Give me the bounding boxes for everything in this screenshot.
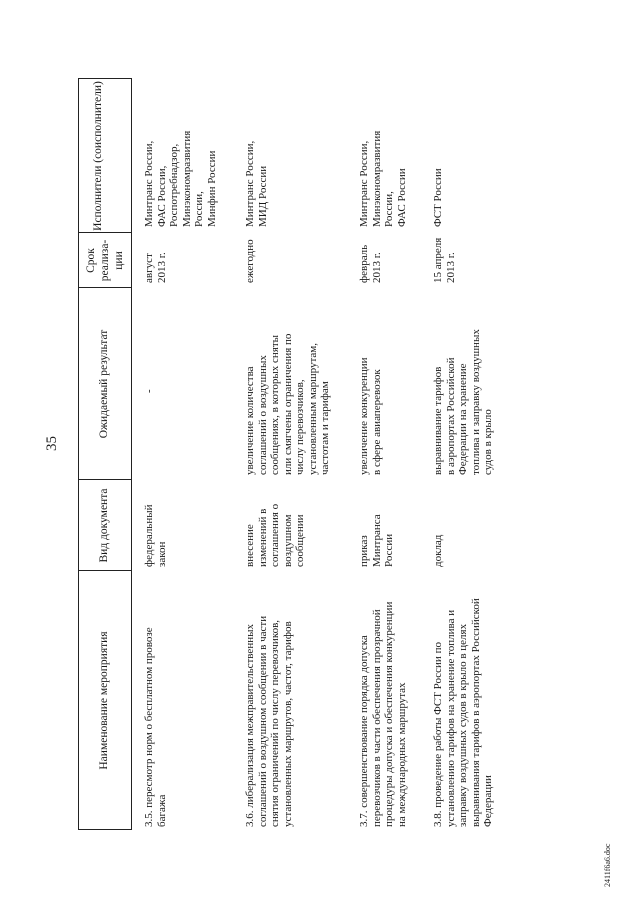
row-result xyxy=(143,389,156,393)
text-line: ФАС России xyxy=(395,168,408,227)
text-line: ФСТ России xyxy=(432,168,444,227)
text-line: судов в крыло xyxy=(482,409,494,475)
text-line: в аэропортах Российской xyxy=(444,357,457,475)
text-line: 15 апреля xyxy=(432,237,444,283)
header-result: Ожидаемый результат xyxy=(98,329,110,439)
row-result xyxy=(244,334,332,475)
text-line: выравнивание тарифов xyxy=(432,366,444,475)
text-line: частотам и тарифам xyxy=(319,381,331,475)
text-line: числу перевозчиков, xyxy=(294,379,306,475)
text-line: Федерации xyxy=(482,775,494,827)
text-line: процедуры допуска и обеспечения конкуренции xyxy=(383,601,395,827)
text-line: Минэкономразвития xyxy=(370,130,383,227)
row-doc-type xyxy=(358,514,396,567)
text-line: - xyxy=(143,389,155,393)
text-line: России xyxy=(383,533,395,567)
text-line: Минтранса xyxy=(370,514,383,567)
text-line: август xyxy=(143,253,155,283)
table-top-border xyxy=(78,78,79,830)
row-executors xyxy=(143,131,218,227)
header-doc-type: Вид документа xyxy=(98,488,110,563)
text-line: России, xyxy=(383,191,395,227)
row-executors xyxy=(358,131,408,227)
row-result xyxy=(358,358,383,476)
header-deadline-line: ции xyxy=(113,251,125,270)
row-executors xyxy=(432,168,445,227)
text-line: Минфин России xyxy=(205,150,218,227)
page-number: 35 xyxy=(44,436,60,451)
row-doc-type xyxy=(143,505,168,568)
text-line: снятия ограничений по числу перевозчиков, xyxy=(269,619,281,827)
text-line: соглашения о xyxy=(269,503,281,567)
text-line: или смягчены ограничения по xyxy=(281,333,294,475)
text-line: на международных маршрутах xyxy=(395,682,408,827)
row-name xyxy=(358,602,408,827)
text-line: ФАС России, xyxy=(155,165,168,227)
text-line: Минтранс России, xyxy=(358,140,370,227)
text-line: закон xyxy=(155,541,168,567)
text-line: Федерации на хранение xyxy=(457,363,469,475)
text-line: МИД России xyxy=(256,165,269,227)
header-executors-line: Исполнители xyxy=(92,165,104,231)
header-deadline-line: реализа- xyxy=(99,239,111,282)
text-line: сообщениях, в которых сняты xyxy=(269,334,281,475)
text-line: в сфере авиаперевозок xyxy=(370,369,383,475)
row-name xyxy=(244,616,294,827)
row-deadline xyxy=(358,245,383,283)
row-executors xyxy=(244,141,269,227)
text-line: воздушном xyxy=(281,514,294,567)
row-deadline xyxy=(432,238,457,283)
header-executors xyxy=(91,79,105,233)
text-line: установленных маршрутов, частот, тарифов xyxy=(281,621,294,827)
row-name xyxy=(143,627,168,827)
text-line: установленным маршрутам, xyxy=(306,342,319,475)
text-line: топлива и заправку воздушных xyxy=(469,329,482,475)
text-line: 3.7. совершенствование порядка допуска xyxy=(358,635,370,827)
text-line: 2013 г. xyxy=(370,252,383,283)
text-line: 3.8. проведение работы ФСТ России по xyxy=(432,642,444,827)
header-deadline xyxy=(84,233,126,288)
text-line: федеральный xyxy=(143,504,155,567)
text-line: заправку воздушных судов в крыло в целях xyxy=(457,623,469,827)
row-result xyxy=(432,329,495,475)
row-doc-type xyxy=(244,504,307,567)
text-line: Минтранс России, xyxy=(244,140,256,227)
text-line: 3.5. пересмотр норм о бесплатном провозе xyxy=(143,627,155,827)
text-line: Минэкономразвития xyxy=(180,130,193,227)
text-line: соглашений о воздушных xyxy=(256,355,269,475)
text-line: доклад xyxy=(432,534,444,567)
text-line: 3.6. либерализация межправительственных xyxy=(244,624,256,827)
header-deadline-line: Срок xyxy=(85,248,97,273)
header-bottom-border xyxy=(131,78,132,830)
text-line: ежегодно xyxy=(244,239,256,283)
text-line: Минтранс России, xyxy=(143,140,155,227)
footer-filename: 2411f6a6.doc xyxy=(603,843,612,887)
text-line: увеличение количества xyxy=(244,366,256,475)
text-line: приказ xyxy=(358,535,370,567)
text-line: 2013 г. xyxy=(155,252,168,283)
row-name xyxy=(432,598,495,827)
text-line: Роспотребнадзор, xyxy=(168,143,180,227)
text-line: сообщении xyxy=(294,514,306,567)
text-line: выравнивания тарифов в аэропортах Российской xyxy=(469,598,482,827)
row-deadline xyxy=(244,239,257,283)
text-line: перевозчиков в части обеспечения прозрачной xyxy=(370,609,383,827)
row-doc-type xyxy=(432,535,445,567)
text-line: установлению тарифов на хранение топлива и xyxy=(444,609,457,827)
text-line: внесение xyxy=(244,524,256,567)
row-deadline xyxy=(143,252,168,283)
header-name: Наименование мероприятия xyxy=(98,631,110,770)
text-line: багажа xyxy=(155,794,168,827)
text-line: соглашений о воздушном сообщении в части xyxy=(256,615,269,827)
text-line: увеличение конкуренции xyxy=(358,357,370,475)
text-line: февраль xyxy=(358,244,370,283)
text-line: 2013 г. xyxy=(444,252,457,283)
header-executors-line: (соисполнители) xyxy=(92,81,104,163)
text-line: России, xyxy=(193,191,205,227)
text-line: изменений в xyxy=(256,508,269,567)
